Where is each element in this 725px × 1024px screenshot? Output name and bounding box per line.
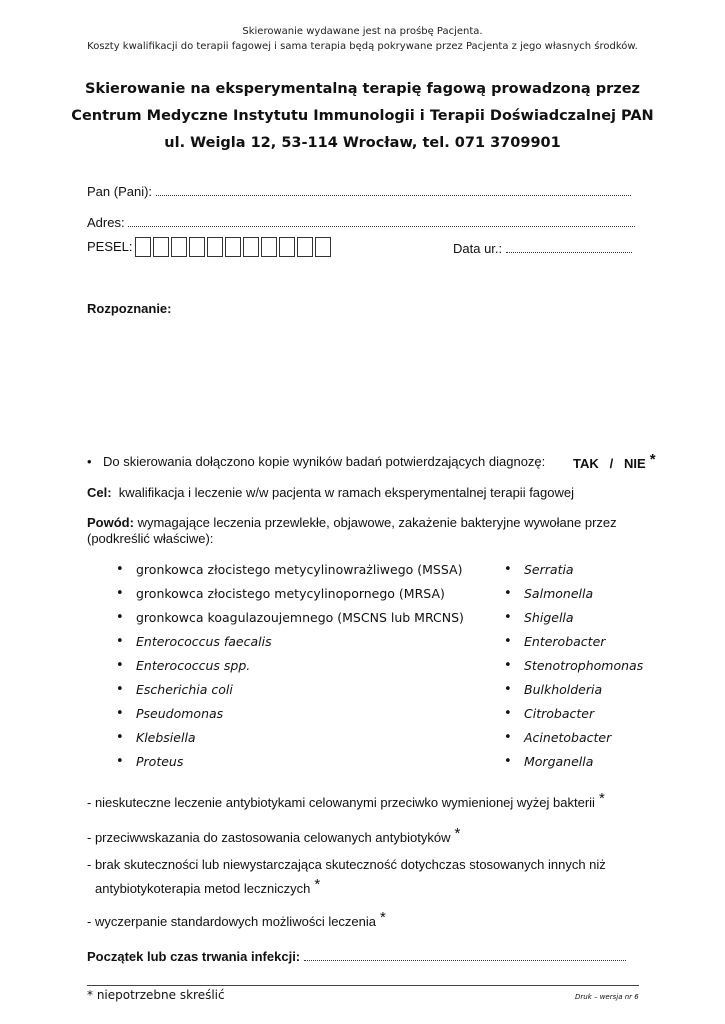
bacteria-item-bulkholderia[interactable]: • Bulkholderia [504, 678, 643, 702]
pesel-digit-box[interactable] [297, 237, 313, 257]
infection-dotted-line [304, 950, 626, 961]
infection-field[interactable] [87, 949, 626, 965]
asterisk-mark: * [314, 876, 321, 893]
tak-nie-label: TAK / NIE [573, 456, 646, 471]
pesel-field[interactable] [87, 237, 331, 257]
asterisk-mark: * [598, 790, 605, 807]
pan-dotted-line [156, 185, 631, 196]
footnote: * niepotrzebne skreślić [87, 988, 225, 1002]
pesel-digit-box[interactable] [279, 237, 295, 257]
pesel-digit-box[interactable] [243, 237, 259, 257]
pesel-digit-box[interactable] [135, 237, 151, 257]
condition-1[interactable] [87, 791, 605, 811]
bacteria-item-mrsa[interactable]: • gronkowca złocistego metycylinopornego (MRSA) [116, 582, 464, 606]
condition-4[interactable] [87, 910, 386, 930]
pesel-digit-box[interactable] [153, 237, 169, 257]
title-line1: Skierowanie na eksperymentalną terapię fagową prowadzoną przez [85, 81, 640, 97]
condition-3-text-line2: antybiotykoterapia metod leczniczych [95, 881, 311, 896]
header-note-line2: Koszty kwalifikacji do terapii fagowej i sama terapia będą pokrywane przez Pacjenta z jego własnych środków. [87, 41, 638, 52]
data-ur-dotted-line [506, 242, 632, 253]
pesel-digit-box[interactable] [171, 237, 187, 257]
pan-field[interactable] [87, 184, 631, 200]
pesel-label: PESEL: [87, 239, 133, 254]
bacteria-item-mssa[interactable]: • gronkowca złocistego metycylinowrażliwego (MSSA) [116, 558, 464, 582]
powod-label: Powód: [87, 515, 134, 530]
powod-text1: wymagające leczenia przewlekłe, objawowe, zakażenie bakteryjne wywołane przez [137, 515, 617, 530]
adres-field[interactable] [87, 215, 635, 231]
bacteria-item-mscns[interactable]: • gronkowca koagulazoujemnego (MSCNS lub MRCNS) [116, 606, 464, 630]
condition-3[interactable] [87, 857, 606, 897]
bacteria-item-pseudomonas[interactable]: • Pseudomonas [116, 702, 464, 726]
pesel-digit-box[interactable] [207, 237, 223, 257]
pesel-digit-box[interactable] [189, 237, 205, 257]
bacteria-item-serratia[interactable]: • Serratia [504, 558, 643, 582]
header-note-line1: Skierowanie wydawane jest na prośbę Pacjenta. [242, 26, 483, 37]
adres-dotted-line [128, 216, 635, 227]
cel-text: kwalifikacja i leczenie w/w pacjenta w ramach eksperymentalnej terapii fagowej [118, 485, 575, 500]
version-label: Druk – wersja nr 6 [575, 993, 639, 1001]
powod-text2: (podkreślić właściwe): [87, 531, 214, 546]
data-ur-label: Data ur.: [453, 241, 503, 256]
asterisk-mark: * [380, 909, 386, 926]
condition-4-text: - wyczerpanie standardowych możliwości leczenia [87, 914, 377, 929]
condition-1-text: - nieskuteczne leczenie antybiotykami celowanymi przeciwko wymienionej wyżej bakterii [87, 795, 595, 810]
condition-2-text: - przeciwwskazania do zastosowania celowanych antybiotyków [87, 830, 451, 845]
rozpoznanie-label: Rozpoznanie: [87, 301, 172, 316]
bacteria-item-acinetobacter[interactable]: • Acinetobacter [504, 726, 643, 750]
footer-rule [87, 985, 639, 986]
bacteria-item-shigella[interactable]: • Shigella [504, 606, 643, 630]
title-line2: Centrum Medyczne Instytutu Immunologii i Terapii Doświadczalnej PAN [71, 108, 654, 124]
condition-3-text-line1: - brak skuteczności lub niewystarczająca skuteczność dotychczas stosowanych innych niż [87, 857, 606, 872]
bacteria-list-right [504, 558, 643, 774]
infection-label: Początek lub czas trwania infekcji: [87, 949, 301, 964]
attachments-row [87, 454, 545, 470]
bacteria-item-citrobacter[interactable]: • Citrobacter [504, 702, 643, 726]
bacteria-item-stenotrophomonas[interactable]: • Stenotrophomonas [504, 654, 643, 678]
pesel-digit-box[interactable] [315, 237, 331, 257]
bacteria-item-morganella[interactable]: • Morganella [504, 750, 643, 774]
attachments-text: Do skierowania dołączono kopie wyników badań potwierdzających diagnozę: [103, 454, 546, 469]
pesel-digit-box[interactable] [225, 237, 241, 257]
bacteria-list-left [116, 558, 464, 774]
bacteria-item-proteus[interactable]: • Proteus [116, 750, 464, 774]
attachments-bullet: • [87, 454, 92, 469]
asterisk-mark: * [649, 451, 656, 468]
bacteria-item-enterococcus-faecalis[interactable]: • Enterococcus faecalis [116, 630, 464, 654]
condition-2[interactable] [87, 826, 460, 846]
title-line3: ul. Weigla 12, 53-114 Wrocław, tel. 071 3709901 [164, 135, 561, 151]
tak-nie-options[interactable] [573, 452, 656, 472]
asterisk-mark: * [454, 825, 461, 842]
bacteria-item-salmonella[interactable]: • Salmonella [504, 582, 643, 606]
adres-label: Adres: [87, 215, 125, 230]
data-ur-field[interactable] [453, 241, 632, 257]
bacteria-item-enterococcus-spp[interactable]: • Enterococcus spp. [116, 654, 464, 678]
bacteria-item-enterobacter[interactable]: • Enterobacter [504, 630, 643, 654]
pan-label: Pan (Pani): [87, 184, 153, 199]
bacteria-item-klebsiella[interactable]: • Klebsiella [116, 726, 464, 750]
bacteria-item-escherichia-coli[interactable]: • Escherichia coli [116, 678, 464, 702]
cel-label: Cel: [87, 485, 112, 500]
powod-block [87, 515, 639, 547]
pesel-boxes[interactable] [135, 237, 331, 257]
cel-row [87, 485, 574, 501]
pesel-digit-box[interactable] [261, 237, 277, 257]
